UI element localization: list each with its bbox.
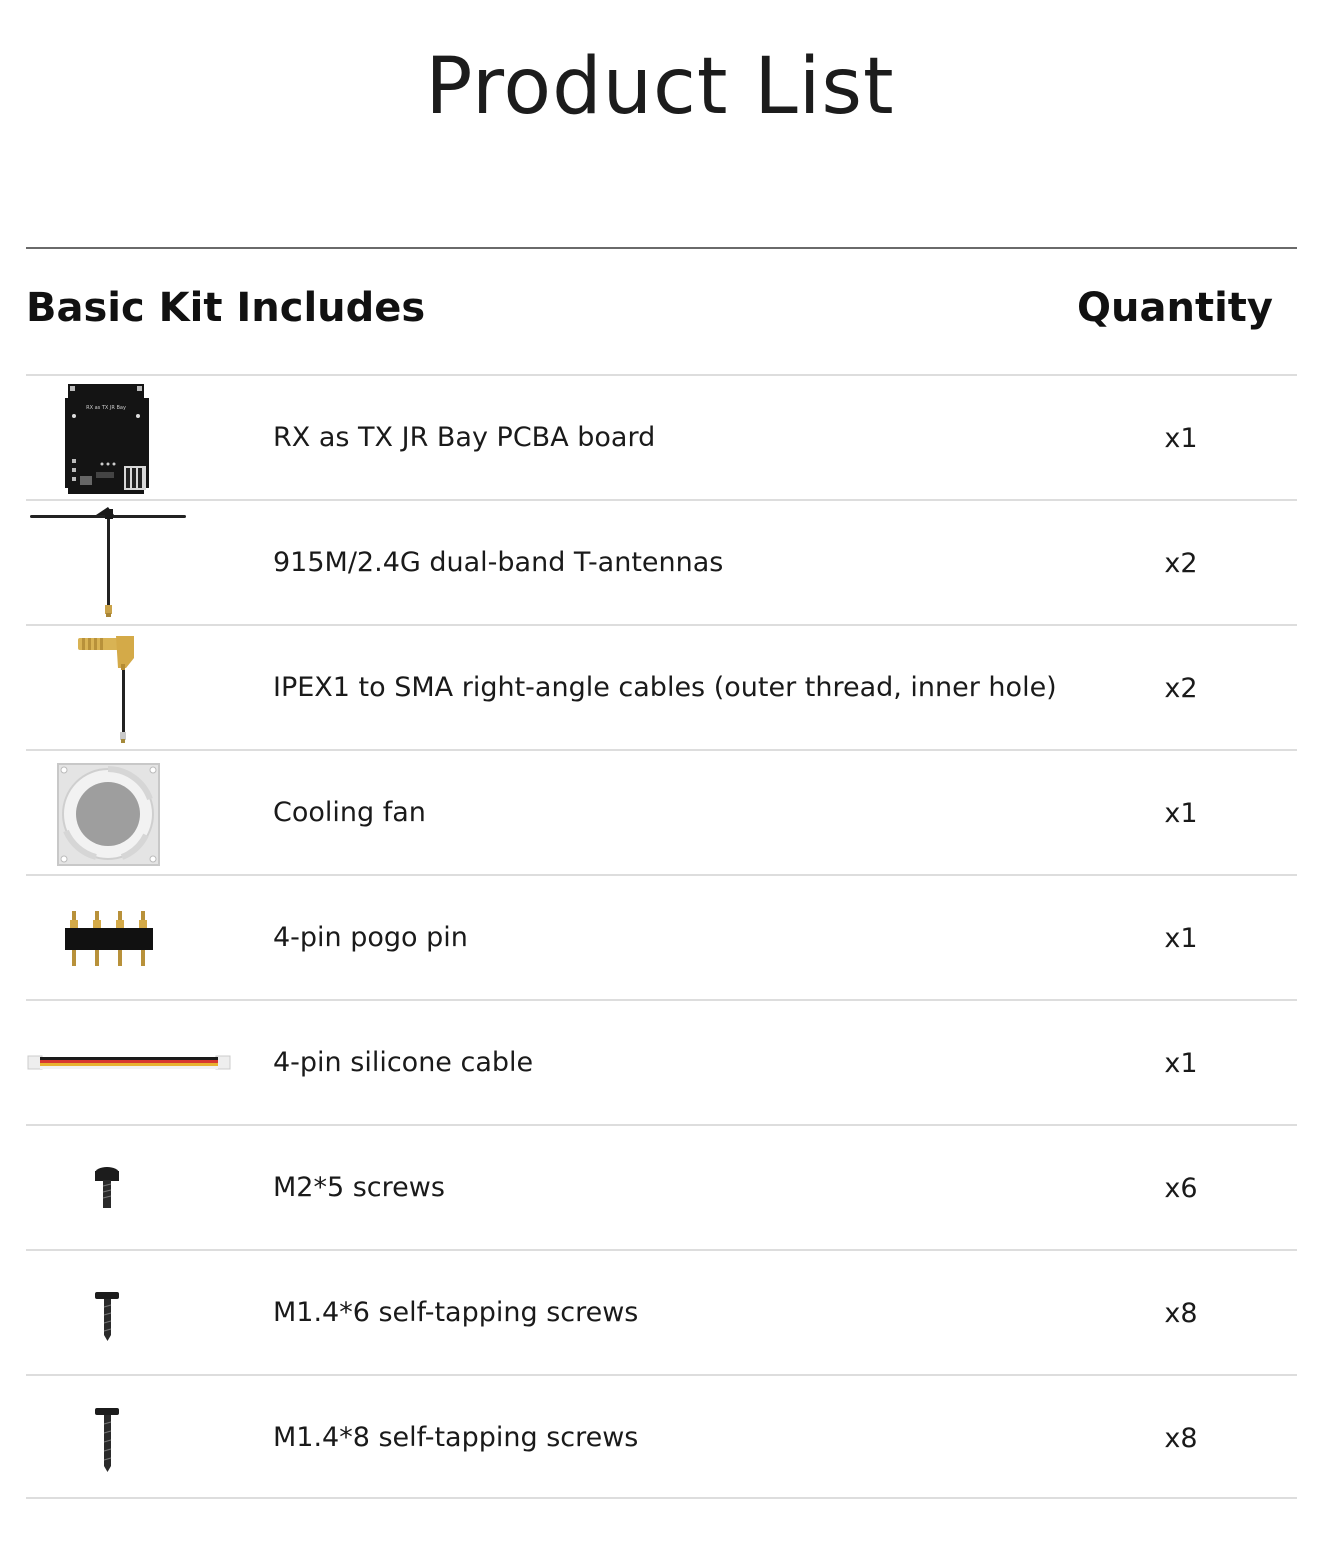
item-name: 915M/2.4G dual-band T-antennas: [273, 547, 724, 578]
table-row: [26, 999, 1297, 1124]
item-name: M1.4*6 self-tapping screws: [273, 1297, 639, 1328]
item-name: 4-pin silicone cable: [273, 1047, 534, 1078]
table-row: [26, 1124, 1297, 1249]
item-name: Cooling fan: [273, 797, 426, 828]
item-name: IPEX1 to SMA right-angle cables (outer thread, inner hole): [273, 672, 1057, 703]
table-row: [26, 749, 1297, 874]
t-antenna-icon: [26, 501, 236, 624]
item-quantity: x1: [1164, 798, 1198, 829]
table-row: [26, 374, 1297, 499]
table-header: [26, 285, 1297, 345]
item-quantity: x2: [1164, 673, 1198, 704]
item-name: RX as TX JR Bay PCBA board: [273, 422, 656, 453]
m2-screw-icon: [26, 1126, 236, 1249]
column-header-quantity: Quantity: [1077, 285, 1273, 331]
item-quantity: x1: [1164, 923, 1198, 954]
table-row: [26, 874, 1297, 999]
board-silkscreen: RX as TX JR Bay: [86, 405, 126, 411]
cooling-fan-icon: [26, 751, 236, 874]
product-table: [26, 374, 1297, 1499]
table-row: [26, 1249, 1297, 1374]
column-header-items: Basic Kit Includes: [26, 285, 426, 331]
table-row: [26, 624, 1297, 749]
item-name: M1.4*8 self-tapping screws: [273, 1422, 639, 1453]
item-quantity: x1: [1164, 1048, 1198, 1079]
pcb-board-icon: [26, 376, 236, 499]
table-row: [26, 499, 1297, 624]
item-quantity: x2: [1164, 548, 1198, 579]
table-row: [26, 1374, 1297, 1499]
sma-cable-icon: [26, 626, 236, 749]
silicone-cable-icon: [26, 1001, 236, 1124]
m1-4x8-screw-icon: [26, 1376, 236, 1499]
item-quantity: x1: [1164, 423, 1198, 454]
pogo-pin-icon: [26, 876, 236, 999]
item-quantity: x8: [1164, 1423, 1198, 1454]
item-name: M2*5 screws: [273, 1172, 445, 1203]
title-divider: [26, 247, 1297, 249]
item-name: 4-pin pogo pin: [273, 922, 468, 953]
item-quantity: x6: [1164, 1173, 1198, 1204]
page-title: Product List: [425, 42, 895, 132]
m1-4x6-screw-icon: [26, 1251, 236, 1374]
item-quantity: x8: [1164, 1298, 1198, 1329]
